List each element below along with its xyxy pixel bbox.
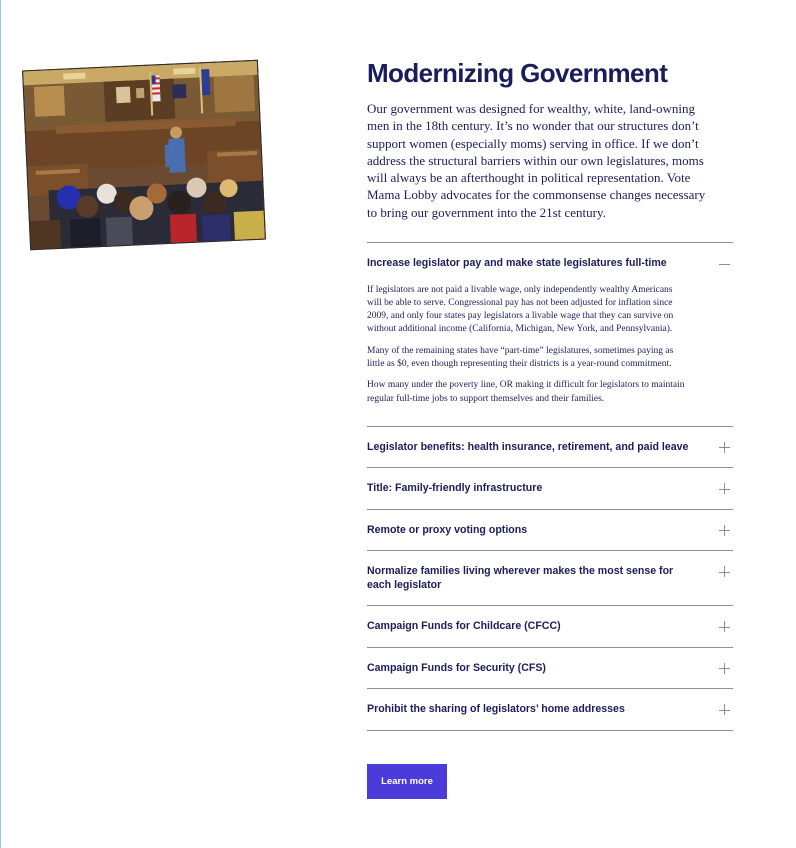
- accordion-paragraph: How many under the poverty line, OR making it difficult for legislators to maintain regular full-time jobs to support themselves and their families.: [367, 380, 685, 404]
- accordion-panel-legislator-pay: [367, 284, 733, 426]
- expand-plus-icon[interactable]: [719, 663, 731, 675]
- legislature-chamber-photo: [22, 60, 266, 251]
- accordion-item: [367, 688, 733, 731]
- accordion-title: Increase legislator pay and make state legislatures full-time: [367, 257, 667, 269]
- accordion-item: [367, 550, 733, 605]
- accordion-header-home-addresses[interactable]: [367, 689, 733, 730]
- learn-more-button[interactable]: Learn more: [367, 764, 447, 799]
- accordion-title: Campaign Funds for Security (CFS): [367, 661, 546, 674]
- collapse-minus-icon[interactable]: [719, 258, 731, 270]
- accordion-item: [367, 605, 733, 647]
- expand-plus-icon[interactable]: [719, 525, 731, 537]
- accordion-paragraph: Many of the remaining states have “part-time” legislatures, sometimes paying as little as $0, even though representing their districts is a year-round commitment.: [367, 345, 674, 369]
- accordion-title: Remote or proxy voting options: [367, 523, 528, 536]
- page-title: Modernizing Government: [367, 58, 668, 88]
- accordion-title: Legislator benefits: health insurance, retirement, and paid leave: [367, 440, 689, 453]
- accordion-header-family-infrastructure[interactable]: [367, 468, 733, 509]
- accordion-item: [367, 467, 733, 509]
- accordion-header-remote-voting[interactable]: [367, 510, 733, 551]
- policy-accordion: [367, 242, 733, 731]
- intro-paragraph: Our government was designed for wealthy, white, land-owning men in the 18th century. It’s no wonder that our structures don’t support women (especially moms) serving in office. If we don’t address the structural barriers within our own legislatures, moms will always be an afterthought in political representation. Vote Mama Lobby advocates for the commonsense changes necessary to bring our government into the 21st century.: [367, 101, 706, 220]
- expand-plus-icon[interactable]: [719, 621, 731, 633]
- accordion-header-normalize-families[interactable]: [367, 551, 733, 605]
- expand-plus-icon[interactable]: [719, 704, 731, 716]
- accordion-title: Normalize families living wherever makes the most sense for each legislator: [367, 565, 674, 591]
- accordion-item: [367, 647, 733, 689]
- accordion-paragraph: If legislators are not paid a livable wage, only independently wealthy Americans will be able to serve. Congressional pay has not been adjusted for inflation since 2009, and only four states pay legislators a livable wage that they can survive on without additional income (California, Michigan, New York, and Pennsylvania).: [367, 284, 674, 335]
- accordion-title: Campaign Funds for Childcare (CFCC): [367, 620, 561, 633]
- accordion-item: [367, 426, 733, 468]
- accordion-item: [367, 242, 733, 426]
- page-edge-line: [0, 0, 1, 848]
- expand-plus-icon[interactable]: [719, 442, 731, 454]
- expand-plus-icon[interactable]: [719, 566, 731, 578]
- accordion-header-cfs[interactable]: [367, 648, 733, 689]
- accordion-title: Title: Family-friendly infrastructure: [367, 482, 543, 495]
- accordion-header-cfcc[interactable]: [367, 606, 733, 647]
- accordion-header-legislator-pay[interactable]: [367, 243, 733, 284]
- intro-section: [367, 56, 733, 221]
- accordion-item: [367, 509, 733, 551]
- accordion-title: Prohibit the sharing of legislators’ home addresses: [367, 703, 625, 716]
- expand-plus-icon[interactable]: [719, 483, 731, 495]
- accordion-header-legislator-benefits[interactable]: [367, 427, 733, 468]
